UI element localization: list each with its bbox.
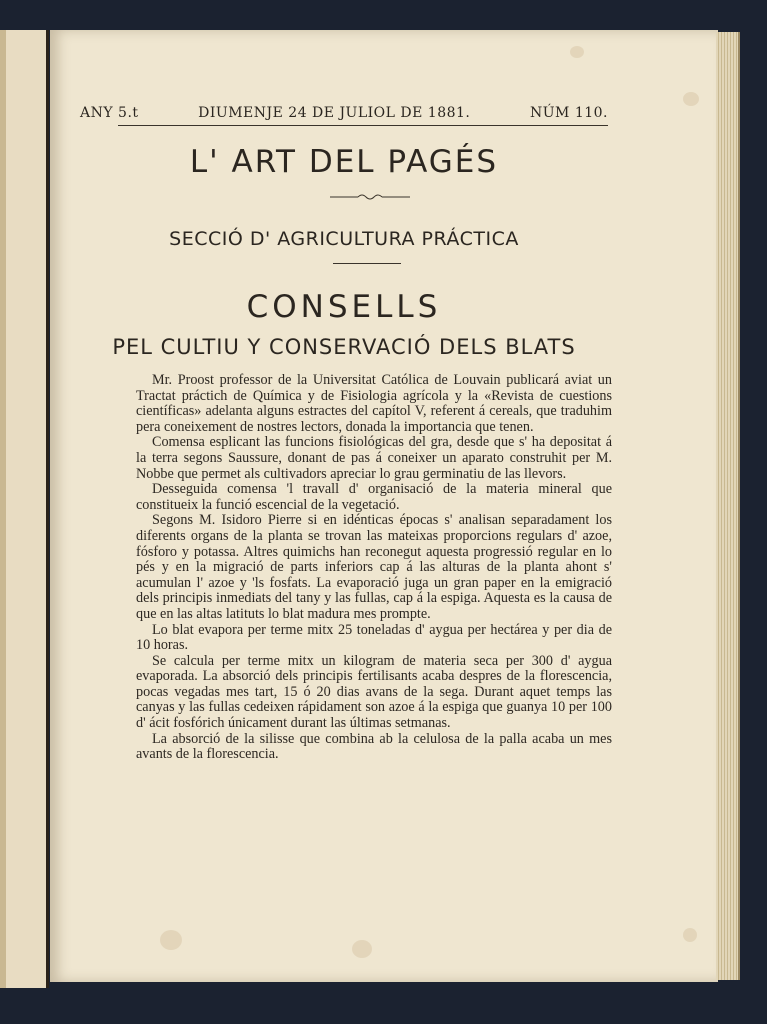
paragraph: Comensa esplicant las funcions fisiológicas del gra, desde que s' ha depositat á la terra segons Saussure, donant de pas á coneixer un aparato construhit per M. Nobbe que permet als cultivadors apreciar lo grau germinatiu de las llevors. xyxy=(136,434,612,482)
article-subtitle: PEL CULTIU Y CONSERVACIÓ DELS BLATS xyxy=(112,335,576,359)
flourish-ornament xyxy=(330,192,410,202)
volume-label: ANY 5.t xyxy=(80,105,139,121)
left-page-edge xyxy=(0,30,6,988)
section-rule xyxy=(333,263,401,264)
header-rule xyxy=(118,125,608,126)
issue-date: DIUMENJE 24 DE JULIOL DE 1881. xyxy=(198,105,471,121)
paper-stain xyxy=(683,928,697,942)
paper-stain xyxy=(683,92,699,106)
paragraph: Segons M. Isidoro Pierre si en idénticas épocas s' analisan separadament los diferents organs de la planta se trovan las mateixas proporcions regulars d' azoe, fósforo y potassa. Altres quimichs han reconegut aquesta progressió regular en lo pés y en la migració de parts inferiors cap á las alturas de la planta ahont s' acumulan l' azoe y 'ls fosfats. La evaporació juga un gran paper en la emigració dels principis inmediats del tany y las fullas, cap á la espiga. Aquesta es la causa de que en las altas latituts lo blat madura mes prompte. xyxy=(136,512,612,622)
page-edges xyxy=(716,32,740,980)
paragraph: Se calcula per terme mitx un kilogram de materia seca per 300 d' aygua evaporada. La absorció dels principis fertilisants acaba despres de la florescencia, pocas vegadas mes tart, 15 ó 20 dias avans de la sega. Durant aquet temps las canyas y las fullas cedeixen rápidament son azoe á la espiga que guanya 10 per 100 d' ácit fosfórich únicament durant las últimas setmanas. xyxy=(136,652,612,732)
paper-stain xyxy=(570,46,584,58)
left-page xyxy=(0,30,49,988)
paragraph: Mr. Proost professor de la Universitat Católica de Louvain publicará aviat un Tractat práctich de Química y de Fisiologia agrícola y la «Revista de cuestions científicas» adelanta alguns estractes del capítol V, referent á cereals, que traduhim pera coneixement de nostres lectors, donada la importancia que tenen. xyxy=(136,372,612,435)
issue-number: NÚM 110. xyxy=(529,105,608,121)
issue-header xyxy=(80,104,608,122)
journal-title: L' ART DEL PAGÉS xyxy=(189,144,499,180)
paragraph: Lo blat evapora per terme mitx 25 toneladas d' aygua per hectárea y per dia de 10 horas. xyxy=(136,621,612,654)
article-title: CONSELLS xyxy=(246,289,442,325)
paper-stain xyxy=(160,930,182,950)
paper-stain xyxy=(352,940,372,958)
paragraph: Desseguida comensa 'l travall d' organisació de la materia mineral que constitueix la funció escencial de la vegetació. xyxy=(136,481,612,513)
article-body xyxy=(136,373,612,763)
paragraph: La absorció de la silisse que combina ab la celulosa de la palla acaba un mes avants de la florescencia. xyxy=(136,730,612,763)
section-title: SECCIÓ D' AGRICULTURA PRÁCTICA xyxy=(169,228,519,250)
